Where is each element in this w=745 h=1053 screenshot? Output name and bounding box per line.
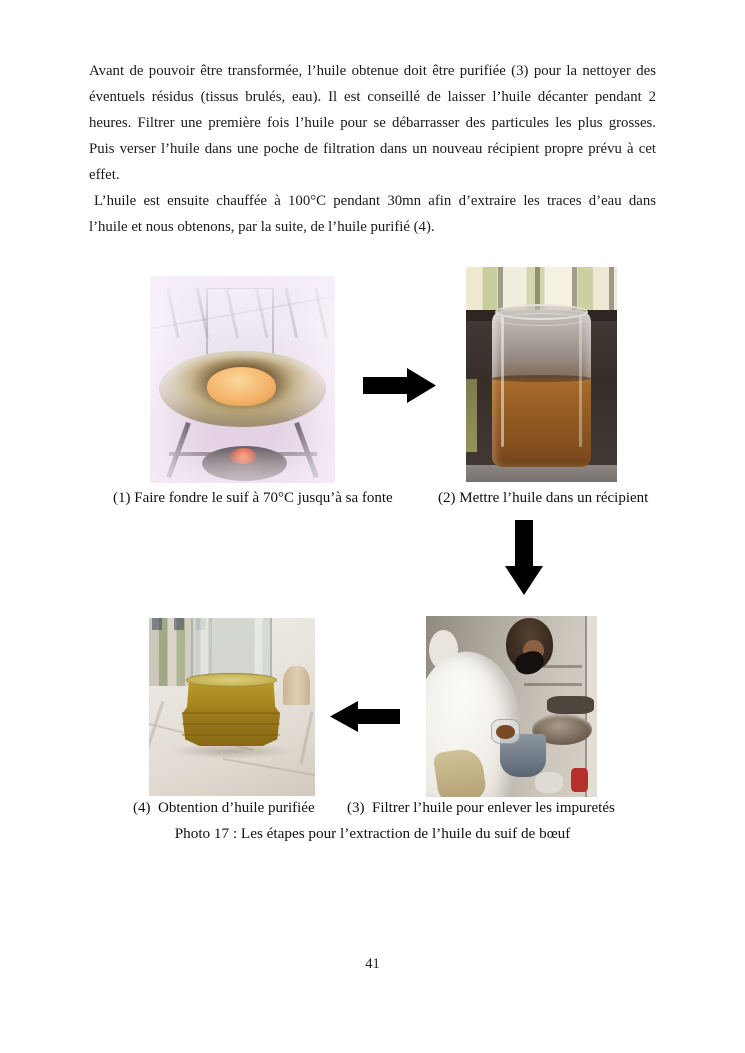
arrow-down-icon: [505, 520, 543, 595]
oil-ring-lines: [182, 703, 280, 739]
photo-4-purified-oil: [149, 618, 315, 796]
step-1-caption: (1) Faire fondre le suif à 70°C jusqu’à sa fonte: [113, 490, 393, 506]
oil-in-bowl: [496, 725, 515, 739]
paragraph-2-line: l’huile et nous obtenons, par la suite, de l’huile purifié (4).: [89, 219, 435, 235]
arrow-right-icon: [363, 368, 436, 403]
beige-cylinder: [283, 666, 310, 705]
paragraph-1-line: effet.: [89, 167, 120, 183]
dark-tray: [547, 696, 593, 714]
arrow-left-icon: [330, 701, 400, 732]
page-number: 41: [365, 956, 380, 972]
step-3-caption: (3) Filtrer l’huile pour enlever les impuretés: [347, 800, 615, 816]
paragraph-1-line: heures. Filtrer une première fois l’huile pour se débarrasser des particules les plus grosses.: [89, 115, 656, 131]
shelf-line: [524, 683, 582, 686]
glass-highlight: [579, 317, 582, 448]
step-4-caption: (4) Obtention d’huile purifiée: [133, 800, 315, 816]
paragraph-1-line: éventuels résidus (tissus brulés, eau). Il est conseillé de laisser l’huile décanter pendant 2: [89, 89, 656, 105]
tile-grout-line: [149, 701, 165, 759]
glass-jar: [492, 304, 592, 467]
background-object: [535, 772, 562, 794]
photo-3-filtering: [426, 616, 597, 797]
photo-haze: [150, 276, 335, 483]
table-surface: [466, 465, 617, 482]
glass-highlight: [501, 317, 504, 448]
figure-caption: Photo 17 : Les étapes pour l’extraction de l’huile du suif de bœuf: [174, 825, 571, 842]
body-text: [89, 58, 656, 240]
photo-1-melting-suif: [150, 276, 335, 483]
tile-grout-line: [300, 711, 314, 764]
photo-2-oil-jar: [466, 267, 617, 482]
paragraph-1-line: Puis verser l’huile dans une poche de filtration dans un nouveau récipient propre prévu à cet: [89, 141, 656, 157]
paragraph-2-line: L’huile est ensuite chauffée à 100°C pendant 30mn afin d’extraire les traces d’eau dans: [94, 193, 656, 209]
background-bottle: [466, 379, 477, 452]
oil-surface-line: [492, 375, 592, 382]
jar-oil: [492, 379, 592, 467]
red-bottle-cap: [571, 768, 588, 792]
step-2-caption: (2) Mettre l’huile dans un récipient: [438, 490, 649, 506]
paragraph-1-line: Avant de pouvoir être transformée, l’huile obtenue doit être purifiée (3) pour la nettoyer des: [89, 63, 656, 79]
